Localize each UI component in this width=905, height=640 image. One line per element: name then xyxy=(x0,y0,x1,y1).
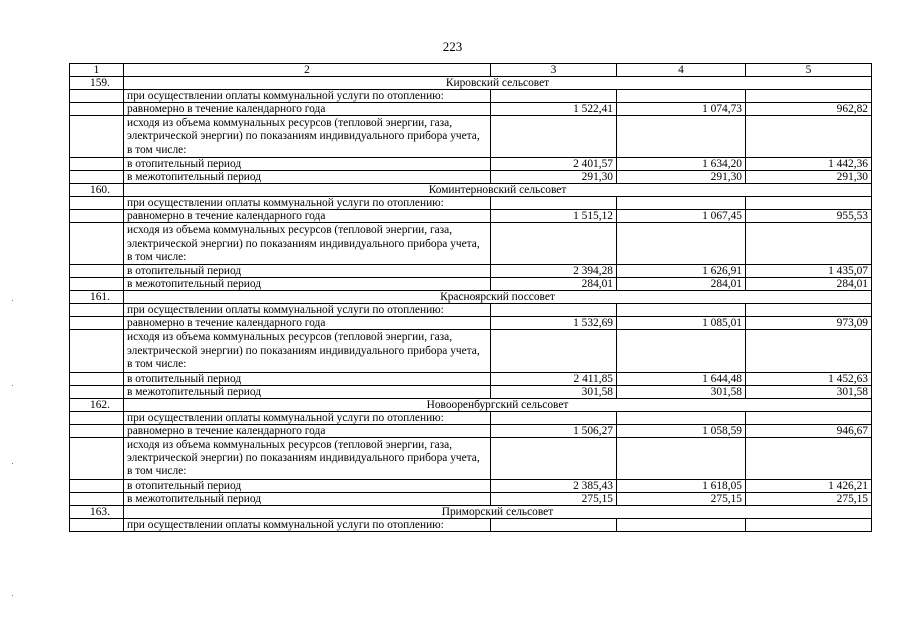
meter-row xyxy=(70,437,872,479)
meter-row xyxy=(70,330,872,372)
intro-label: при осуществлении оплаты коммунальной услуги по отоплению: xyxy=(124,90,491,103)
intro-row xyxy=(70,197,872,210)
empty-cell xyxy=(70,304,124,317)
empty-cell xyxy=(746,411,872,424)
nonheating-label: в межотопительный период xyxy=(124,278,491,291)
meter-label: исходя из объема коммунальных ресурсов (тепловой энергии, газа, электрической энергии) по показаниям индивидуального прибора учета, в том числе: xyxy=(124,116,491,158)
empty-cell xyxy=(70,223,124,265)
region-row xyxy=(70,505,872,518)
row-number: 159. xyxy=(70,77,124,90)
uniform-value: 962,82 xyxy=(746,103,872,116)
empty-cell xyxy=(70,90,124,103)
uniform-label: равномерно в течение календарного года xyxy=(124,424,491,437)
empty-cell xyxy=(746,90,872,103)
empty-cell xyxy=(491,304,617,317)
empty-cell xyxy=(617,197,746,210)
nonheating-row xyxy=(70,492,872,505)
nonheating-row xyxy=(70,385,872,398)
nonheating-value: 284,01 xyxy=(746,278,872,291)
row-number: 161. xyxy=(70,291,124,304)
meter-row xyxy=(70,116,872,158)
uniform-value: 1 522,41 xyxy=(491,103,617,116)
nonheating-label: в межотопительный период xyxy=(124,171,491,184)
nonheating-row xyxy=(70,171,872,184)
empty-cell xyxy=(617,304,746,317)
empty-cell xyxy=(491,223,617,265)
empty-cell xyxy=(70,317,124,330)
region-name: Коминтерновский сельсовет xyxy=(124,184,872,197)
region-name: Кировский сельсовет xyxy=(124,77,872,90)
row-number: 163. xyxy=(70,505,124,518)
empty-cell xyxy=(70,411,124,424)
nonheating-value: 284,01 xyxy=(617,278,746,291)
intro-row xyxy=(70,90,872,103)
heating-value: 1 626,91 xyxy=(617,265,746,278)
empty-cell xyxy=(70,197,124,210)
heating-value: 1 435,07 xyxy=(746,265,872,278)
empty-cell xyxy=(70,210,124,223)
empty-cell xyxy=(491,90,617,103)
intro-label: при осуществлении оплаты коммунальной услуги по отоплению: xyxy=(124,304,491,317)
nonheating-value: 301,58 xyxy=(491,385,617,398)
nonheating-value: 301,58 xyxy=(746,385,872,398)
uniform-value: 946,67 xyxy=(746,424,872,437)
empty-cell xyxy=(746,330,872,372)
empty-cell xyxy=(70,278,124,291)
empty-cell xyxy=(491,116,617,158)
column-header-4: 4 xyxy=(617,64,746,77)
heating-label: в отопительный период xyxy=(124,265,491,278)
intro-label: при осуществлении оплаты коммунальной услуги по отоплению: xyxy=(124,518,491,531)
heating-value: 2 401,57 xyxy=(491,158,617,171)
uniform-label: равномерно в течение календарного года xyxy=(124,210,491,223)
uniform-value: 1 067,45 xyxy=(617,210,746,223)
empty-cell xyxy=(746,223,872,265)
heating-label: в отопительный период xyxy=(124,372,491,385)
empty-cell xyxy=(617,330,746,372)
uniform-value: 1 506,27 xyxy=(491,424,617,437)
uniform-row xyxy=(70,103,872,116)
empty-cell xyxy=(491,197,617,210)
uniform-value: 1 058,59 xyxy=(617,424,746,437)
uniform-label: равномерно в течение календарного года xyxy=(124,103,491,116)
column-header-3: 3 xyxy=(491,64,617,77)
uniform-value: 1 515,12 xyxy=(491,210,617,223)
empty-cell xyxy=(70,158,124,171)
empty-cell xyxy=(70,171,124,184)
empty-cell xyxy=(70,265,124,278)
empty-cell xyxy=(617,90,746,103)
empty-cell xyxy=(70,385,124,398)
uniform-value: 1 532,69 xyxy=(491,317,617,330)
empty-cell xyxy=(617,116,746,158)
empty-cell xyxy=(70,372,124,385)
region-row xyxy=(70,184,872,197)
page-number: 223 xyxy=(442,39,463,54)
header-row xyxy=(70,64,872,77)
empty-cell xyxy=(70,424,124,437)
nonheating-value: 291,30 xyxy=(491,171,617,184)
empty-cell xyxy=(746,197,872,210)
nonheating-value: 275,15 xyxy=(491,492,617,505)
empty-cell xyxy=(70,330,124,372)
heating-label: в отопительный период xyxy=(124,158,491,171)
meter-label: исходя из объема коммунальных ресурсов (тепловой энергии, газа, электрической энергии) по показаниям индивидуального прибора учета, в том числе: xyxy=(124,223,491,265)
tariff-table xyxy=(69,63,872,532)
uniform-value: 955,53 xyxy=(746,210,872,223)
empty-cell xyxy=(491,330,617,372)
empty-cell xyxy=(746,437,872,479)
heating-value: 1 618,05 xyxy=(617,479,746,492)
region-row xyxy=(70,291,872,304)
row-number: 160. xyxy=(70,184,124,197)
nonheating-value: 301,58 xyxy=(617,385,746,398)
nonheating-label: в межотопительный период xyxy=(124,492,491,505)
nonheating-value: 275,15 xyxy=(746,492,872,505)
uniform-value: 973,09 xyxy=(746,317,872,330)
heating-value: 1 634,20 xyxy=(617,158,746,171)
empty-cell xyxy=(491,437,617,479)
nonheating-value: 291,30 xyxy=(746,171,872,184)
empty-cell xyxy=(70,492,124,505)
nonheating-value: 275,15 xyxy=(617,492,746,505)
empty-cell xyxy=(491,518,617,531)
meter-row xyxy=(70,223,872,265)
empty-cell xyxy=(70,518,124,531)
row-number: 162. xyxy=(70,398,124,411)
heating-value: 1 644,48 xyxy=(617,372,746,385)
empty-cell xyxy=(746,116,872,158)
intro-row xyxy=(70,411,872,424)
empty-cell xyxy=(70,116,124,158)
empty-cell xyxy=(617,518,746,531)
column-header-2: 2 xyxy=(124,64,491,77)
nonheating-value: 291,30 xyxy=(617,171,746,184)
region-name: Приморский сельсовет xyxy=(124,505,872,518)
empty-cell xyxy=(70,103,124,116)
heating-row xyxy=(70,265,872,278)
meter-label: исходя из объема коммунальных ресурсов (тепловой энергии, газа, электрической энергии) по показаниям индивидуального прибора учета, в том числе: xyxy=(124,330,491,372)
meter-label: исходя из объема коммунальных ресурсов (тепловой энергии, газа, электрической энергии) по показаниям индивидуального прибора учета, в том числе: xyxy=(124,437,491,479)
nonheating-value: 284,01 xyxy=(491,278,617,291)
region-row xyxy=(70,398,872,411)
heating-value: 1 452,63 xyxy=(746,372,872,385)
heating-row xyxy=(70,372,872,385)
heating-value: 2 411,85 xyxy=(491,372,617,385)
heating-row xyxy=(70,479,872,492)
uniform-label: равномерно в течение календарного года xyxy=(124,317,491,330)
column-header-1: 1 xyxy=(70,64,124,77)
intro-label: при осуществлении оплаты коммунальной услуги по отоплению: xyxy=(124,411,491,424)
nonheating-label: в межотопительный период xyxy=(124,385,491,398)
intro-row xyxy=(70,304,872,317)
uniform-row xyxy=(70,424,872,437)
heating-value: 1 426,21 xyxy=(746,479,872,492)
empty-cell xyxy=(617,437,746,479)
nonheating-row xyxy=(70,278,872,291)
region-row xyxy=(70,77,872,90)
empty-cell xyxy=(491,411,617,424)
uniform-value: 1 074,73 xyxy=(617,103,746,116)
heating-value: 2 394,28 xyxy=(491,265,617,278)
region-name: Новооренбургский сельсовет xyxy=(124,398,872,411)
uniform-row xyxy=(70,210,872,223)
heating-row xyxy=(70,158,872,171)
empty-cell xyxy=(746,304,872,317)
empty-cell xyxy=(70,437,124,479)
empty-cell xyxy=(617,223,746,265)
uniform-row xyxy=(70,317,872,330)
region-name: Красноярский поссовет xyxy=(124,291,872,304)
empty-cell xyxy=(746,518,872,531)
intro-label: при осуществлении оплаты коммунальной услуги по отоплению: xyxy=(124,197,491,210)
intro-row xyxy=(70,518,872,531)
heating-value: 1 442,36 xyxy=(746,158,872,171)
column-header-5: 5 xyxy=(746,64,872,77)
heating-value: 2 385,43 xyxy=(491,479,617,492)
empty-cell xyxy=(70,479,124,492)
uniform-value: 1 085,01 xyxy=(617,317,746,330)
heating-label: в отопительный период xyxy=(124,479,491,492)
empty-cell xyxy=(617,411,746,424)
